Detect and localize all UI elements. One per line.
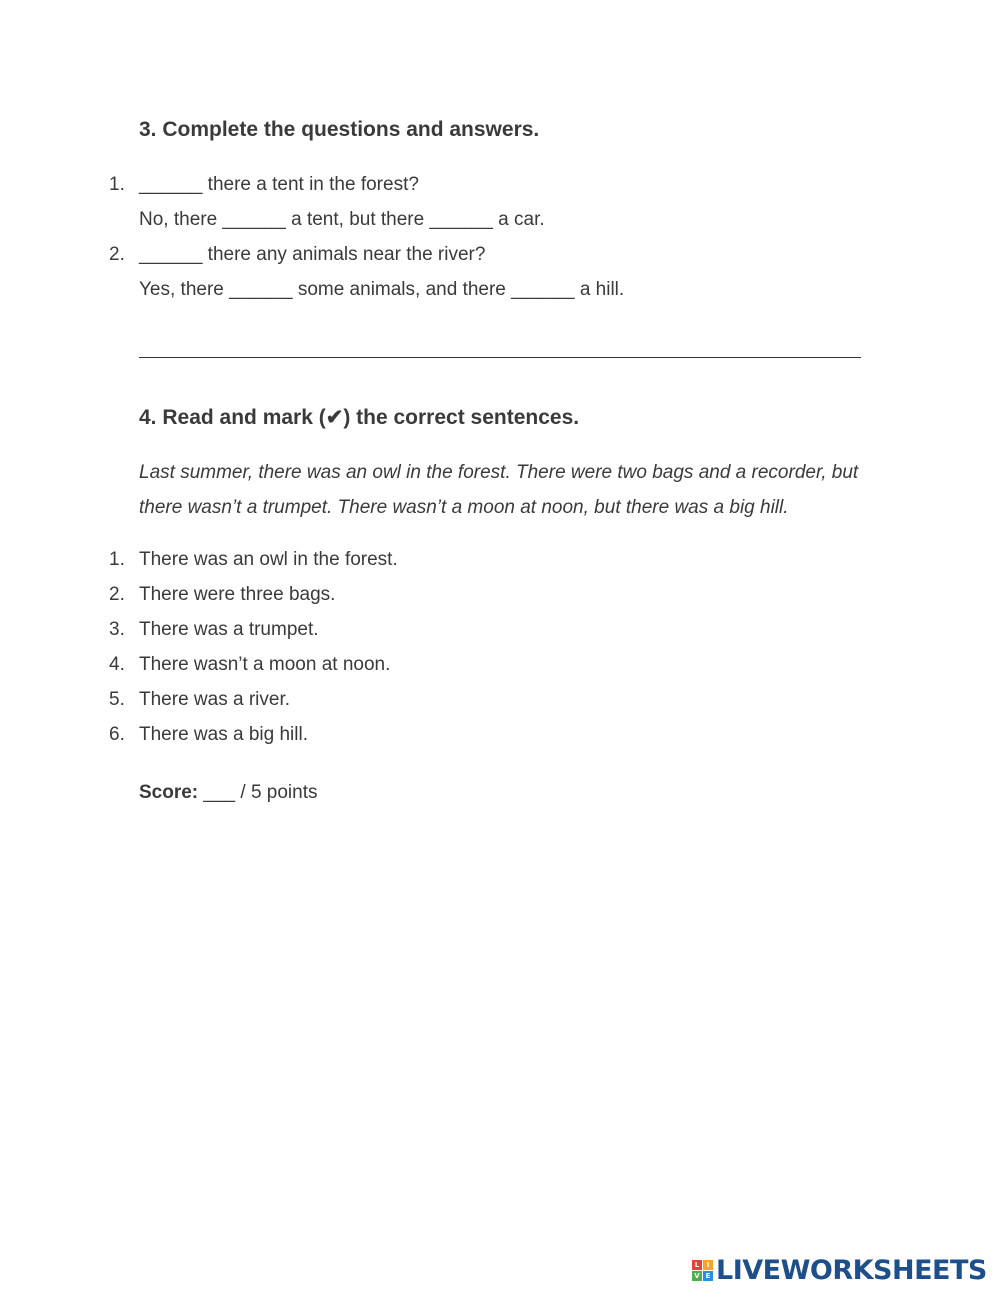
s3-sentence[interactable]: There was a trumpet.	[139, 619, 319, 640]
score-line	[139, 782, 318, 804]
s6-sentence[interactable]: There was a big hill.	[139, 724, 308, 745]
q1-question: ______ there a tent in the forest?	[139, 174, 419, 195]
section-3-heading: 3. Complete the questions and answers.	[139, 118, 540, 141]
s3-number: 3.	[109, 619, 125, 640]
logo-block-l: L	[692, 1260, 702, 1270]
logo-text: LIVEWORKSHEETS	[716, 1254, 987, 1286]
s4-number: 4.	[109, 654, 125, 675]
s6-number: 6.	[109, 724, 125, 745]
q1-number: 1.	[109, 174, 125, 195]
q2-number: 2.	[109, 244, 125, 265]
q1-answer: No, there ______ a tent, but there ______ a car.	[139, 209, 545, 230]
passage-line-1: Last summer, there was an owl in the forest. There were two bags and a recorder, but	[139, 462, 859, 483]
reading-passage	[139, 455, 869, 525]
s1-sentence[interactable]: There was an owl in the forest.	[139, 549, 398, 570]
logo-blocks-icon	[692, 1260, 713, 1281]
logo-block-i: I	[703, 1260, 713, 1270]
q2-question: ______ there any animals near the river?	[139, 244, 486, 265]
section-4-heading: 4. Read and mark (✔) the correct sentences.	[139, 406, 580, 429]
q2-answer: Yes, there ______ some animals, and there ______ a hill.	[139, 279, 625, 300]
s4-sentence[interactable]: There wasn’t a moon at noon.	[139, 654, 391, 675]
section-divider	[139, 357, 861, 358]
s5-number: 5.	[109, 689, 125, 710]
s2-sentence[interactable]: There were three bags.	[139, 584, 336, 605]
passage-line-2: there wasn’t a trumpet. There wasn’t a moon at noon, but there was a big hill.	[139, 497, 789, 518]
score-value: ___ / 5 points	[198, 782, 318, 803]
s5-sentence[interactable]: There was a river.	[139, 689, 290, 710]
liveworksheets-logo	[692, 1254, 987, 1286]
logo-block-v: V	[692, 1271, 702, 1281]
s1-number: 1.	[109, 549, 125, 570]
logo-block-e: E	[703, 1271, 713, 1281]
score-label: Score:	[139, 782, 199, 803]
s2-number: 2.	[109, 584, 125, 605]
